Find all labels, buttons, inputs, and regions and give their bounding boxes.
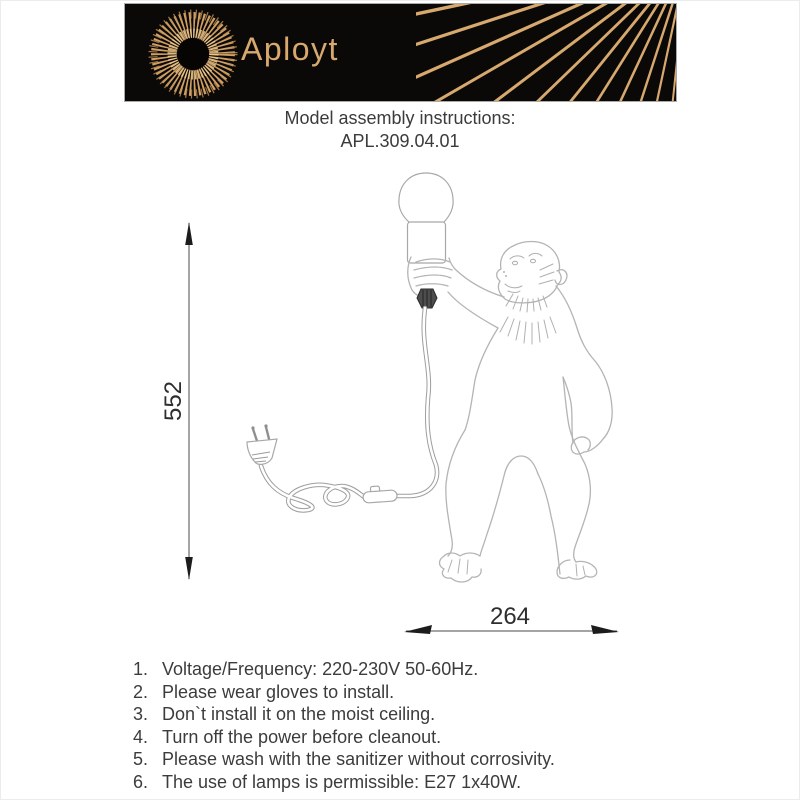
bulb-drawing — [399, 173, 453, 263]
item-text: The use of lamps is permissible: E27 1x40W. — [162, 771, 522, 792]
item-number: 1. — [133, 659, 149, 679]
page-title: Model assembly instructions: — [284, 108, 516, 128]
title-block — [0, 107, 800, 153]
monkey-figure-drawing — [440, 242, 613, 583]
brand-name: Aployt — [241, 31, 339, 67]
item-number: 4. — [133, 726, 149, 747]
height-dimension-label: 552 — [160, 380, 187, 422]
height-dimension — [160, 222, 193, 580]
instruction-item — [133, 726, 693, 749]
cable-drawing — [261, 308, 437, 510]
socket-drawing — [408, 222, 446, 263]
instruction-item — [133, 771, 693, 794]
instruction-item — [133, 748, 693, 771]
power-plug-drawing — [247, 424, 277, 464]
item-number: 6. — [133, 771, 149, 792]
instruction-item — [133, 658, 693, 681]
item-text: Voltage/Frequency: 220-230V 50-60Hz. — [162, 659, 479, 679]
width-dimension-label: 264 — [489, 603, 531, 630]
cord-grip-drawing — [417, 289, 437, 308]
item-number: 3. — [133, 704, 149, 725]
instruction-item — [133, 681, 693, 704]
item-number: 5. — [133, 749, 149, 770]
brand-banner — [124, 3, 677, 102]
technical-drawing — [120, 158, 650, 650]
item-text: Please wear gloves to install. — [162, 681, 395, 702]
item-number: 2. — [133, 681, 149, 702]
instructions-list — [133, 658, 693, 794]
item-text: Please wash with the sanitizer without corrosivity. — [162, 749, 555, 770]
sunburst-logo-icon — [145, 6, 241, 101]
corner-rays-icon — [416, 4, 676, 101]
width-dimension — [404, 603, 619, 634]
inline-switch-drawing — [362, 485, 397, 503]
instruction-item — [133, 703, 693, 726]
model-code: APL.309.04.01 — [340, 131, 460, 151]
item-text: Don`t install it on the moist ceiling. — [162, 704, 436, 725]
item-text: Turn off the power before cleanout. — [162, 726, 442, 747]
